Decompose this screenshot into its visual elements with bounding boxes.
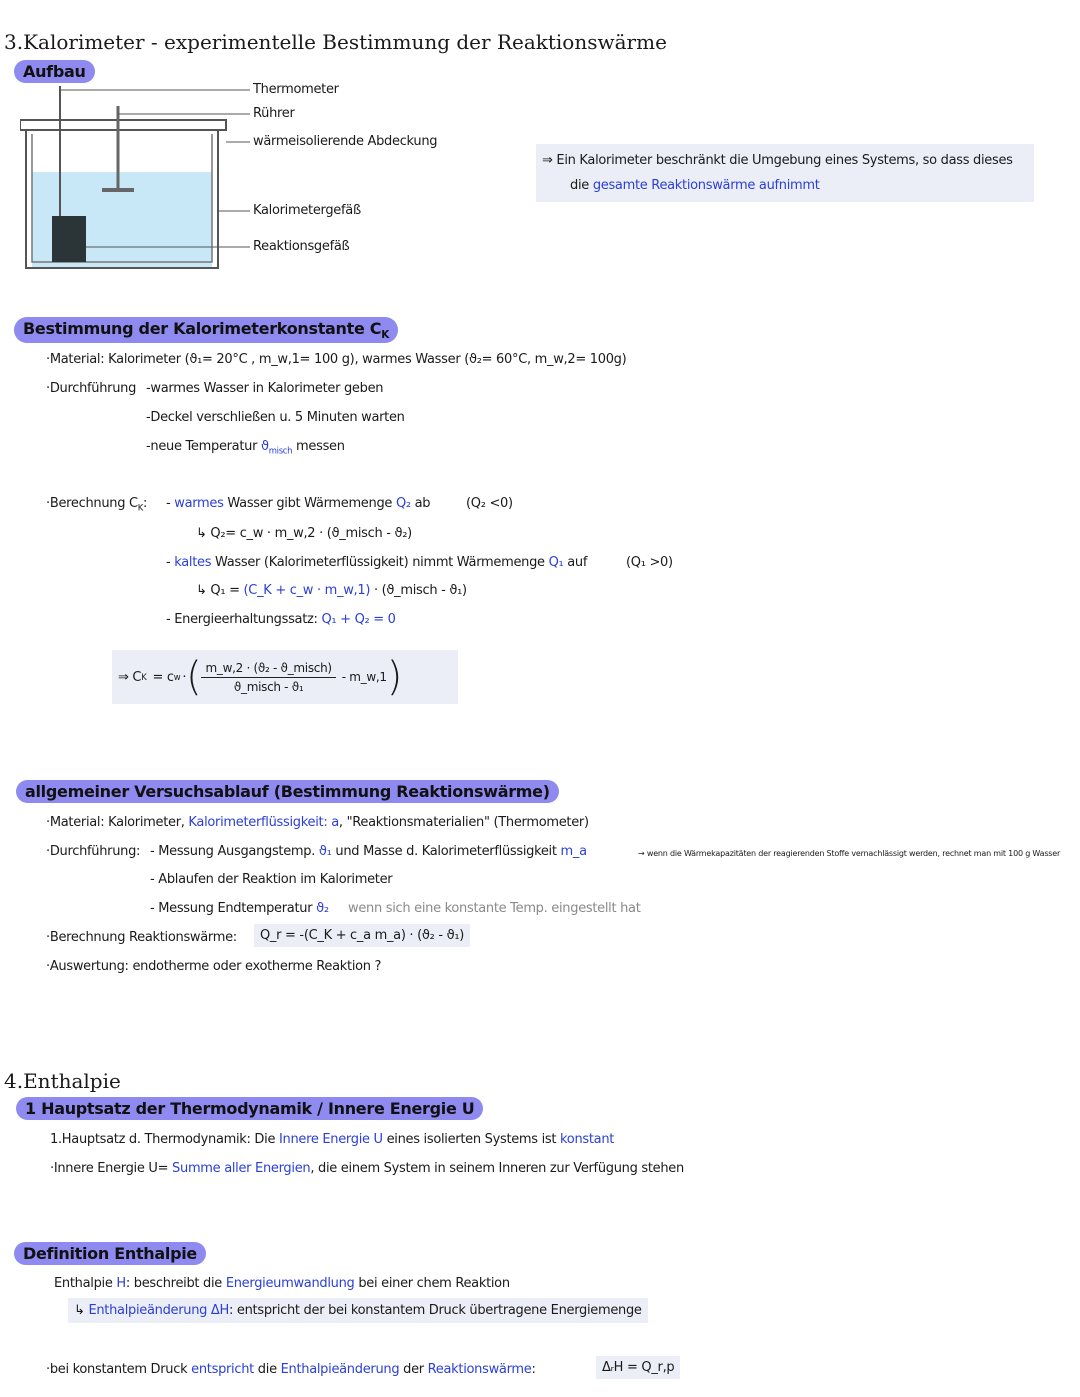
part-thermometer: Thermometer [253, 82, 339, 97]
ablauf-durch-label: ·Durchführung: [46, 844, 141, 859]
ck-durchfuehrung-label: ·Durchführung [46, 381, 137, 396]
ck-material: ·Material: Kalorimeter (ϑ₁= 20°C , m_w,1= 100 g), warmes Wasser (ϑ₂= 60°C, m_w,2= 100g) [46, 352, 627, 367]
ck-b1: - warmes Wasser gibt Wärmemenge Q₂ ab [166, 496, 431, 511]
note-highlight: gesamte Reaktionswärme aufnimmt [592, 178, 820, 193]
ck-b2: - kaltes Wasser (Kalorimeterflüssigkeit) nimmt Wärmemenge Q₁ auf [166, 555, 588, 570]
ablauf-berechnung-formula: Q_r = -(C_K + c_a m_a) · (ϑ₂ - ϑ₁) [254, 924, 470, 947]
ck-b3: - Energieerhaltungssatz: Q₁ + Q₂ = 0 [166, 612, 396, 627]
part-kalorimetergefaess: Kalorimetergefäß [253, 203, 361, 218]
ck-label: Bestimmung der Kalorimeterkonstante $C_K$ [14, 317, 398, 343]
reaction-vessel [52, 216, 86, 262]
ck-result-box: ⇒ C K = c w · ( $\frac{\text{m\_w,2 · (ϑ₂ - ϑ\_misch)}}{\text{ϑ\_misch - ϑ₁}}$ - m_w,1 ) [112, 650, 458, 704]
ck-step-1: -warmes Wasser in Kalorimeter geben [146, 381, 384, 396]
aufbau-label: Aufbau [14, 60, 95, 83]
ablauf-auswertung: ·Auswertung: endotherme oder exotherme Reaktion ? [46, 959, 382, 974]
definition-line-2: ↳ Enthalpieänderung ΔH: entspricht der bei konstantem Druck übertragene Energiemenge [68, 1298, 648, 1323]
definition-line-3: ·bei konstantem Druck entspricht die Enthalpieänderung der Reaktionswärme: [46, 1362, 536, 1377]
ablauf-step-1: - Messung Ausgangstemp. ϑ₁ und Masse d. Kalorimeterflüssigkeit m_a [150, 844, 587, 859]
ablauf-berechnung-label: ·Berechnung Reaktionswärme: [46, 930, 237, 945]
hauptsatz-line-1: 1.Hauptsatz d. Thermodynamik: Die Innere Energie U eines isolierten Systems ist konstant [50, 1132, 615, 1147]
part-abdeckung: wärmeisolierende Abdeckung [253, 134, 438, 149]
section-4-title: 4.Enthalpie [4, 1069, 121, 1093]
ablauf-side-note: → wenn die Wärmekapazitäten der reagierenden Stoffe vernachlässigt werden, rechnet man mit 100 g Wasser [638, 849, 1061, 858]
part-ruehrer: Rührer [253, 106, 295, 121]
definition-line-1: Enthalpie H: beschreibt die Energieumwandlung bei einer chem Reaktion [54, 1276, 510, 1291]
part-reaktionsgefaess: Reaktionsgefäß [253, 239, 350, 254]
definition-label: Definition Enthalpie [14, 1242, 206, 1265]
ck-b2-cond: (Q₁ >0) [626, 555, 673, 570]
section-3-title: 3.Kalorimeter - experimentelle Bestimmung der Reaktionswärme [4, 30, 667, 54]
ck-f1: ↳ Q₂= c_w · m_w,2 · (ϑ_misch - ϑ₂) [196, 526, 412, 541]
ck-step-3: -neue Temperatur $ϑ_{misch}$ messen [146, 439, 345, 456]
ablauf-label: allgemeiner Versuchsablauf (Bestimmung Reaktionswärme) [16, 780, 559, 803]
lid [20, 120, 226, 130]
ablauf-step-3: - Messung Endtemperatur ϑ₂ [150, 901, 329, 916]
hauptsatz-label: 1 Hauptsatz der Thermodynamik / Innere Energie U [16, 1097, 483, 1120]
calorimeter-note: ⇒ Ein Kalorimeter beschränkt die Umgebung eines Systems, so dass dieses die gesamte Reaktionswärme aufnimmt [536, 144, 1034, 202]
ck-step-2: -Deckel verschließen u. 5 Minuten warten [146, 410, 405, 425]
ablauf-step-2: - Ablaufen der Reaktion im Kalorimeter [150, 872, 393, 887]
ck-f2: ↳ Q₁ = (C_K + c_w · m_w,1) · (ϑ_misch - ϑ₁) [196, 583, 467, 598]
ck-berechnung-label: ·Berechnung $C_K$: [46, 496, 148, 513]
definition-formula: ΔᵣH = Q_r,p [596, 1356, 680, 1379]
calorimeter-diagram [20, 84, 260, 274]
hauptsatz-line-2: ·Innere Energie U= Summe aller Energien, die einem System in seinem Inneren zur Verfügung stehen [50, 1161, 684, 1176]
ck-b1-cond: (Q₂ <0) [466, 496, 513, 511]
ablauf-material: ·Material: Kalorimeter, Kalorimeterflüssigkeit: a, "Reaktionsmaterialien" (Thermometer) [46, 815, 589, 830]
ablauf-step-3-note: wenn sich eine konstante Temp. eingestellt hat [348, 901, 641, 916]
